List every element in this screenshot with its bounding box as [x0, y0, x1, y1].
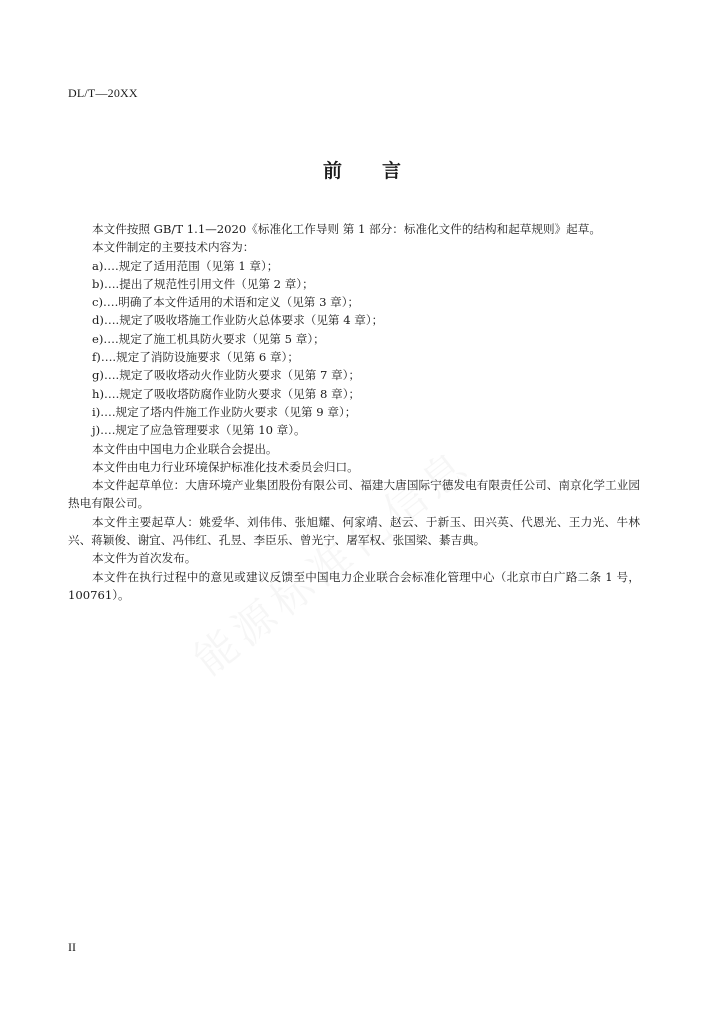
list-item: c)….明确了本文件适用的术语和定义（见第 3 章）； [92, 295, 360, 310]
list-item: f)….规定了消防设施要求（见第 6 章）； [92, 350, 299, 365]
list-item: g)….规定了吸收塔动火作业防火要求（见第 7 章）； [92, 368, 361, 383]
paragraph: 本文件为首次发布。 [92, 551, 197, 566]
paragraph: 本文件制定的主要技术内容为： [92, 240, 255, 255]
list-item: e)….规定了施工机具防火要求（见第 5 章）； [92, 331, 325, 346]
page-title: 前言 [322, 160, 441, 182]
paragraph: 本文件由中国电力企业联合会提出。 [92, 441, 278, 456]
list-item: h)….规定了吸收塔防腐作业防火要求（见第 8 章）； [92, 386, 361, 401]
header-code: DL/T—20XX [68, 86, 138, 100]
list-item: d)….规定了吸收塔施工作业防火总体要求（见第 4 章）； [92, 313, 384, 328]
paragraph: 本文件在执行过程中的意见或建议反馈至中国电力企业联合会标准化管理中心（北京市白广路二条 1 号，100761）。 [68, 569, 640, 602]
list-item: b)….提出了规范性引用文件（见第 2 章）； [92, 276, 314, 291]
paragraph: 本文件起草单位：大唐环境产业集团股份有限公司、福建大唐国际宁德发电有限责任公司、南京化学工业园热电有限公司。 [68, 478, 640, 511]
paragraph: 本文件由电力行业环境保护标准化技术委员会归口。 [92, 459, 359, 474]
document-body [68, 220, 640, 604]
list-item: a)….规定了适用范围（见第 1 章）； [92, 258, 279, 273]
paragraph: 本文件主要起草人：姚爱华、刘伟伟、张旭耀、何家靖、赵云、于新玉、田兴英、代恩光、王力光、牛林兴、蒋颖俊、谢宜、冯伟红、孔昱、李臣乐、曾光宁、屠军权、张国梁、綦吉典。 [68, 514, 640, 548]
page-number: II [68, 940, 76, 954]
list-item: i)….规定了塔内件施工作业防火要求（见第 9 章）； [92, 404, 357, 419]
paragraph: 本文件按照 GB/T 1.1—2020《标准化工作导则 第 1 部分：标准化文件的结构和起草规则》起草。 [92, 222, 601, 236]
list-item: j)….规定了应急管理要求（见第 10 章）。 [92, 423, 306, 438]
